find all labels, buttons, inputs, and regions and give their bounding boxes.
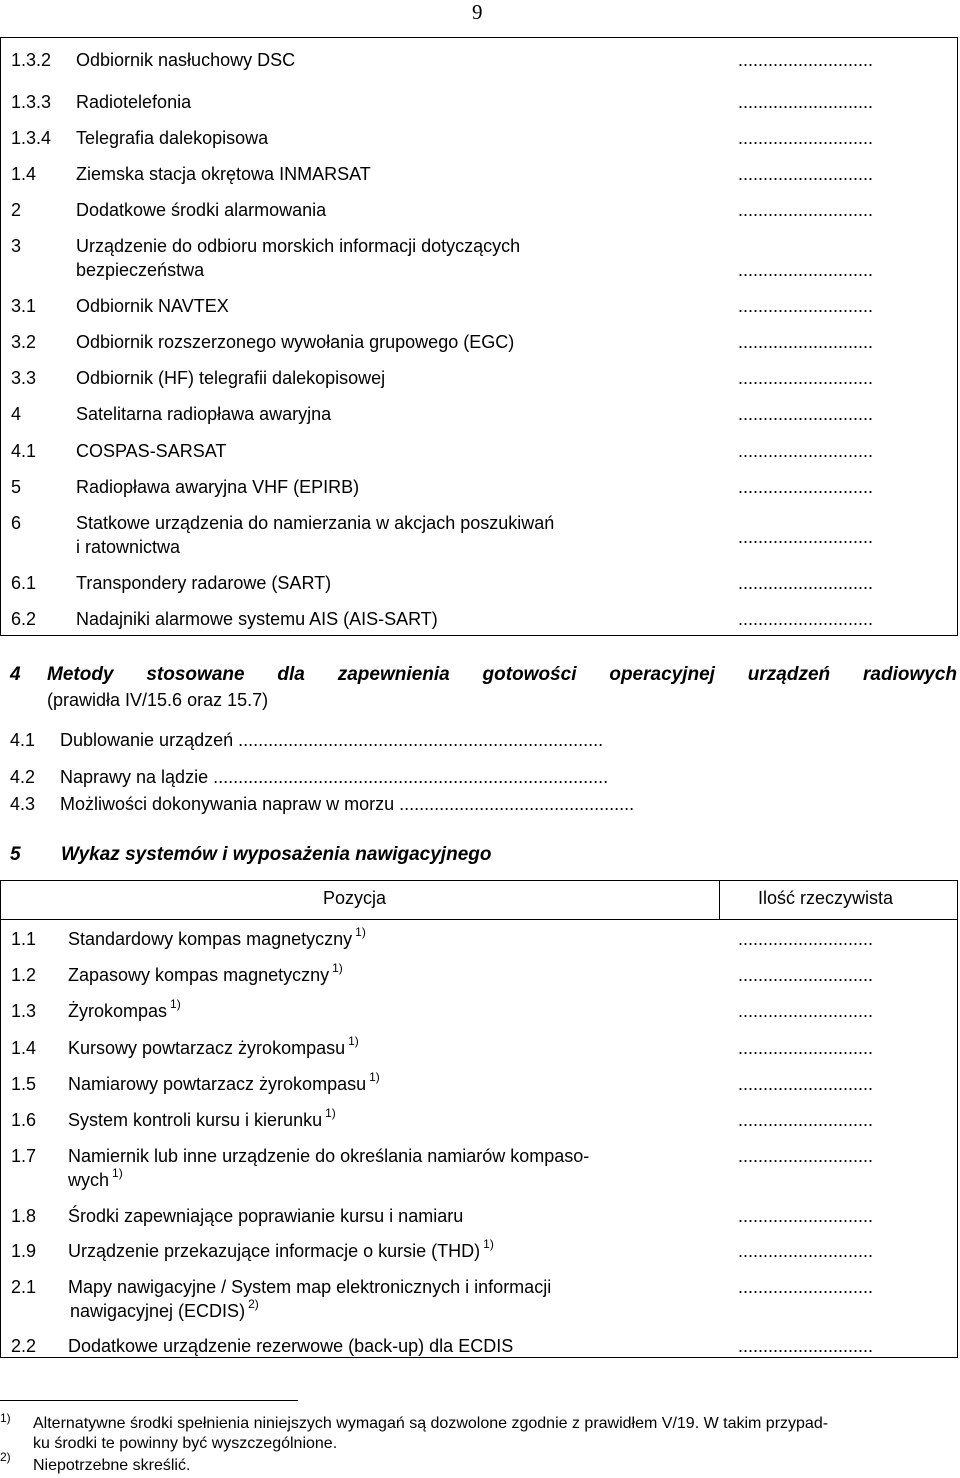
row-value-field[interactable]: ........................... xyxy=(738,477,874,497)
column-header-quantity: Ilość rzeczywista xyxy=(758,888,894,908)
row-number: 1.3.3 xyxy=(11,92,52,112)
footnote-mark: 1) xyxy=(0,1411,11,1425)
item-number: 4.2 xyxy=(10,767,36,787)
row-value-field[interactable]: ........................... xyxy=(738,1110,874,1130)
footnote-text-continued: ku środki te powinny być wyszczególnione. xyxy=(33,1435,338,1452)
row-number: 5 xyxy=(11,477,22,497)
row-value-field[interactable]: ........................... xyxy=(738,527,874,547)
row-number: 1.8 xyxy=(11,1206,37,1226)
item-text[interactable]: Dublowanie urządzeń ......................................................................... xyxy=(60,730,604,750)
row-label: Radiopława awaryjna VHF (EPIRB) xyxy=(76,477,360,497)
row-label-continued: i ratownictwa xyxy=(76,537,181,557)
row-label: Ziemska stacja okrętowa INMARSAT xyxy=(76,164,371,184)
item-text[interactable]: Naprawy na lądzie ............................................................................... xyxy=(60,767,609,787)
row-number: 4 xyxy=(11,404,22,424)
row-label-continued: nawigacyjnej (ECDIS) $^{2)}$ xyxy=(70,1297,259,1321)
row-value-field[interactable]: ........................... xyxy=(738,441,874,461)
navigation-equipment-table xyxy=(0,880,958,1358)
row-number: 1.1 xyxy=(11,929,37,949)
row-label: Namiarowy powtarzacz żyrokompasu $^{1)}$ xyxy=(68,1070,380,1094)
row-number: 2 xyxy=(11,200,22,220)
radio-equipment-table xyxy=(0,37,958,636)
row-number: 6.1 xyxy=(11,573,37,593)
row-label: Standardowy kompas magnetyczny $^{1)}$ xyxy=(68,925,366,949)
section-4-number: 4 xyxy=(10,664,21,685)
row-value-field[interactable]: ........................... xyxy=(738,965,874,985)
footnote-text: Alternatywne środki spełnienia niniejszych wymagań są dozwolone zgodnie z prawidłem V/19. W takim przypad- xyxy=(33,1415,829,1432)
row-value-field[interactable]: ........................... xyxy=(738,1001,874,1021)
row-label: Nadajniki alarmowe systemu AIS (AIS-SART) xyxy=(76,609,438,629)
row-value-field[interactable]: ........................... xyxy=(738,1038,874,1058)
row-label: Urządzenie do odbioru morskich informacji dotyczących xyxy=(76,236,521,256)
header-divider xyxy=(1,919,957,920)
row-label: Satelitarna radiopława awaryjna xyxy=(76,404,332,424)
row-value-field[interactable]: ........................... xyxy=(738,92,874,112)
row-number: 1.4 xyxy=(11,1038,37,1058)
list-item xyxy=(10,728,603,752)
row-label: COSPAS-SARSAT xyxy=(76,441,227,461)
column-divider xyxy=(719,881,720,919)
row-value-field[interactable]: ........................... xyxy=(738,1146,874,1166)
row-label: Odbiornik nasłuchowy DSC xyxy=(76,50,296,70)
column-header-item: Pozycja xyxy=(323,888,387,908)
row-label: Dodatkowe urządzenie rezerwowe (back-up) dla ECDIS xyxy=(68,1336,514,1356)
row-number: 3 xyxy=(11,236,22,256)
row-value-field[interactable]: ........................... xyxy=(738,200,874,220)
row-number: 1.3 xyxy=(11,1001,37,1021)
row-label: Mapy nawigacyjne / System map elektronicznych i informacji xyxy=(68,1277,552,1297)
row-value-field[interactable]: ........................... xyxy=(738,1206,874,1226)
row-label: Dodatkowe środki alarmowania xyxy=(76,200,327,220)
row-label: Urządzenie przekazujące informacje o kursie (THD) $^{1)}$ xyxy=(68,1237,494,1261)
row-number: 1.9 xyxy=(11,1241,37,1261)
row-number: 1.4 xyxy=(11,164,37,184)
footnote-mark: 2) xyxy=(0,1450,11,1464)
footnote-text: Niepotrzebne skreślić. xyxy=(33,1457,191,1474)
row-value-field[interactable]: ........................... xyxy=(738,368,874,388)
item-text[interactable]: Możliwości dokonywania napraw w morzu ............................................... xyxy=(60,794,635,814)
row-number: 1.2 xyxy=(11,965,37,985)
section-4-subtitle: (prawidła IV/15.6 oraz 15.7) xyxy=(47,690,269,710)
page-number: 9 xyxy=(472,0,483,24)
row-label: Zapasowy kompas magnetyczny $^{1)}$ xyxy=(68,961,343,985)
row-label-continued: bezpieczeństwa xyxy=(76,260,205,280)
row-label: Kursowy powtarzacz żyrokompasu $^{1)}$ xyxy=(68,1034,359,1058)
row-value-field[interactable]: ........................... xyxy=(738,296,874,316)
row-label: System kontroli kursu i kierunku $^{1)}$ xyxy=(68,1106,336,1130)
row-number: 1.6 xyxy=(11,1110,37,1130)
row-number: 3.3 xyxy=(11,368,37,388)
row-label: Odbiornik (HF) telegrafii dalekopisowej xyxy=(76,368,386,388)
section-4-title: Metody stosowane dla zapewnienia gotowości operacyjnej urządzeń radiowych xyxy=(47,664,957,685)
row-number: 3.2 xyxy=(11,332,37,352)
row-label-continued: wych $^{1)}$ xyxy=(68,1166,123,1190)
row-value-field[interactable]: ........................... xyxy=(738,609,874,629)
row-number: 1.7 xyxy=(11,1146,37,1166)
row-value-field[interactable]: ........................... xyxy=(738,404,874,424)
row-label: Statkowe urządzenia do namierzania w akcjach poszukiwań xyxy=(76,513,555,533)
row-value-field[interactable]: ........................... xyxy=(738,573,874,593)
row-value-field[interactable]: ........................... xyxy=(738,1277,874,1297)
row-value-field[interactable]: ........................... xyxy=(738,260,874,280)
row-number: 4.1 xyxy=(11,441,37,461)
row-number: 1.5 xyxy=(11,1074,37,1094)
row-number: 2.1 xyxy=(11,1277,37,1297)
row-label: Środki zapewniające poprawianie kursu i namiaru xyxy=(68,1206,464,1226)
item-number: 4.3 xyxy=(10,794,36,814)
row-label: Radiotelefonia xyxy=(76,92,192,112)
row-number: 6 xyxy=(11,513,22,533)
row-label: Odbiornik rozszerzonego wywołania grupowego (EGC) xyxy=(76,332,515,352)
row-value-field[interactable]: ........................... xyxy=(738,164,874,184)
row-label: Żyrokompas $^{1)}$ xyxy=(68,997,181,1021)
row-value-field[interactable]: ........................... xyxy=(738,1074,874,1094)
section-5-number: 5 xyxy=(10,844,21,865)
row-number: 3.1 xyxy=(11,296,37,316)
row-label: Telegrafia dalekopisowa xyxy=(76,128,269,148)
row-label: Odbiornik NAVTEX xyxy=(76,296,229,316)
row-value-field[interactable]: ........................... xyxy=(738,929,874,949)
row-value-field[interactable]: ........................... xyxy=(738,332,874,352)
row-label: Namiernik lub inne urządzenie do określania namiarów kompaso- xyxy=(68,1146,590,1166)
row-label: Transpondery radarowe (SART) xyxy=(76,573,332,593)
row-value-field[interactable]: ........................... xyxy=(738,1336,874,1356)
item-number: 4.1 xyxy=(10,730,36,750)
row-number: 6.2 xyxy=(11,609,37,629)
footnote-rule xyxy=(0,1400,298,1401)
section-5-title: Wykaz systemów i wyposażenia nawigacyjnego xyxy=(61,844,492,865)
list-item xyxy=(10,792,634,816)
row-number: 1.3.4 xyxy=(11,128,52,148)
row-number: 2.2 xyxy=(11,1336,37,1356)
row-value-field[interactable]: ........................... xyxy=(738,1241,874,1261)
row-value-field[interactable]: ........................... xyxy=(738,50,874,70)
row-number: 1.3.2 xyxy=(11,50,52,70)
list-item xyxy=(10,765,608,789)
row-value-field[interactable]: ........................... xyxy=(738,128,874,148)
